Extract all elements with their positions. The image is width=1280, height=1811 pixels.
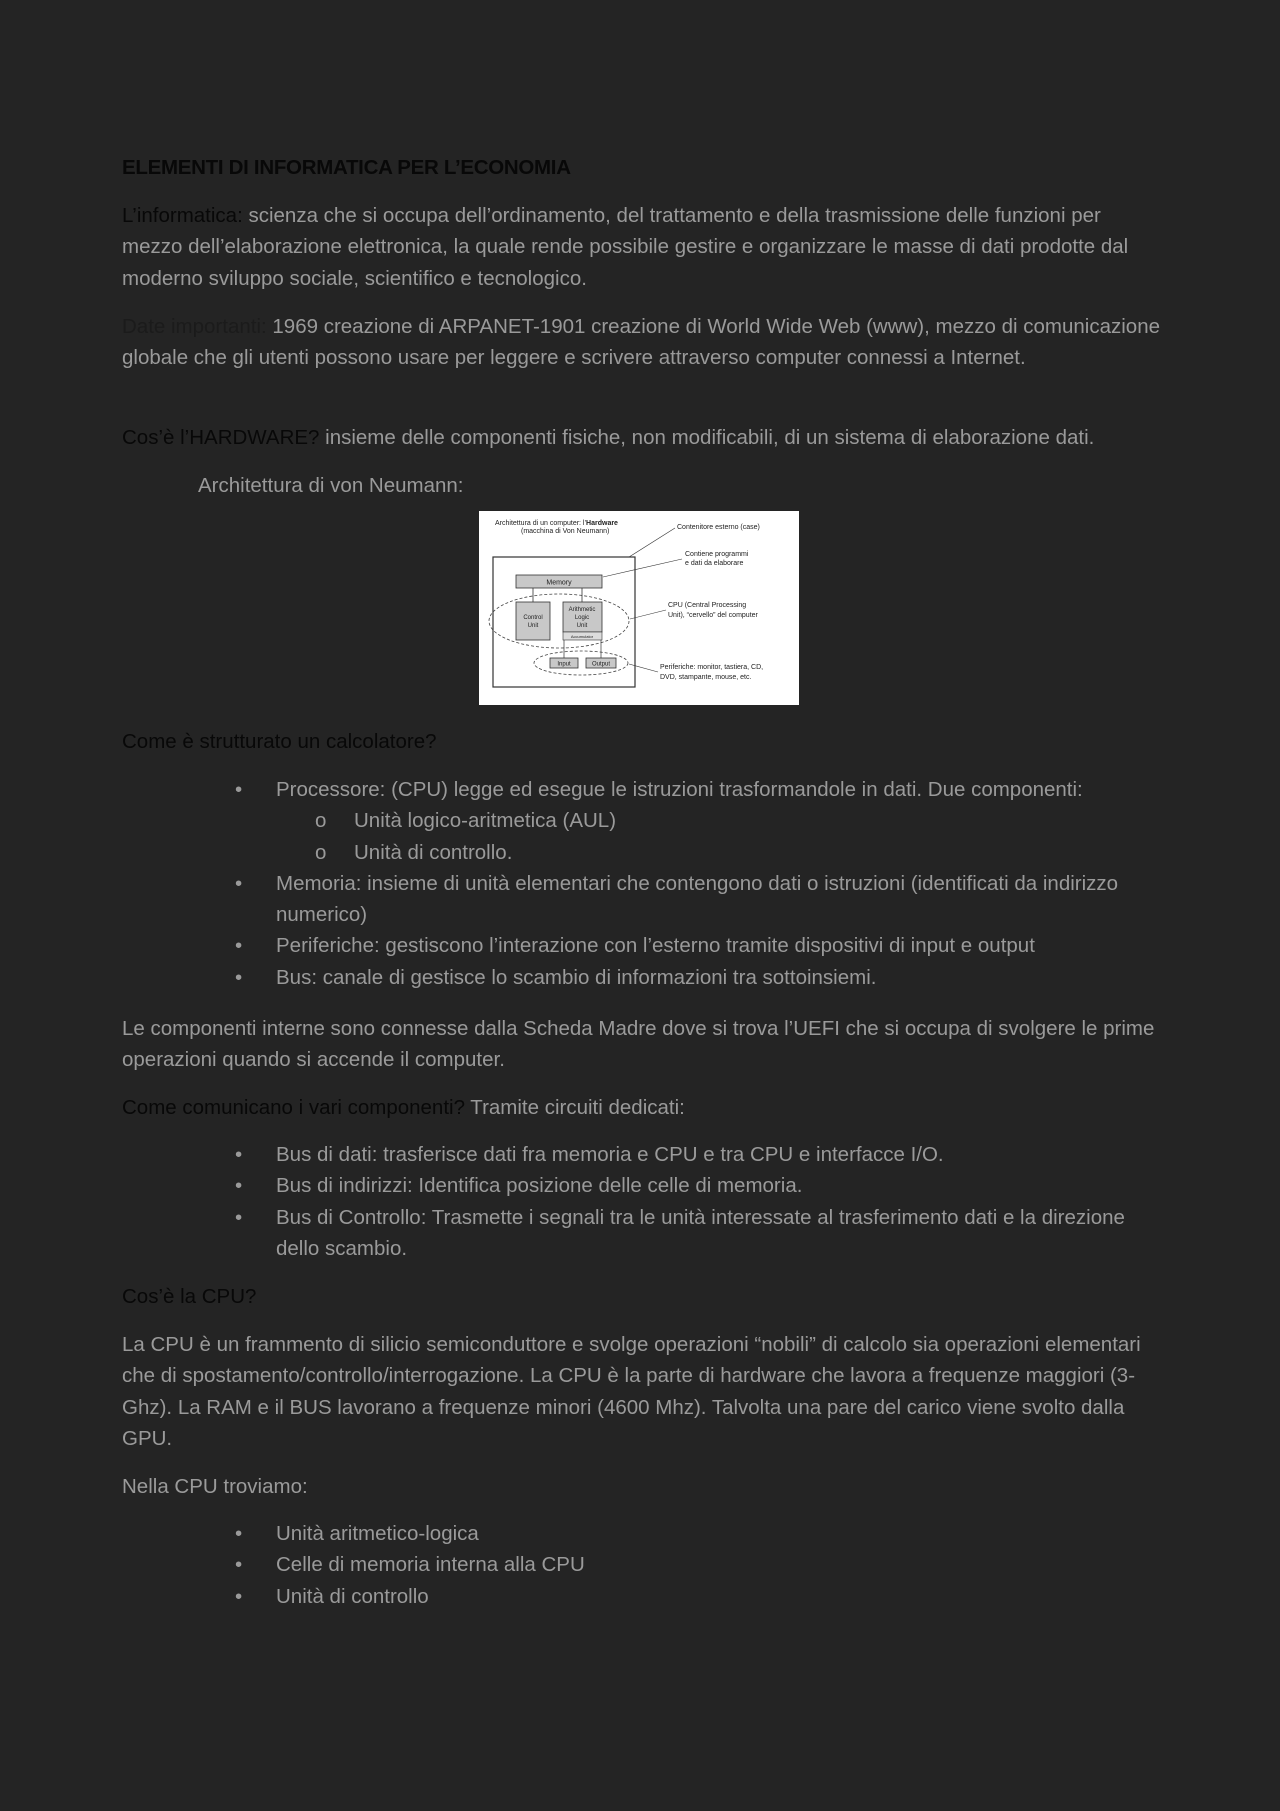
- alu-label-2: Logic: [574, 615, 590, 621]
- list-item: • Celle di memoria interna alla CPU: [122, 1549, 1162, 1580]
- alu-label-1: Arithmetic: [568, 607, 596, 613]
- list-item: • Processore: (CPU) legge ed esegue le istruzioni trasformandole in dati. Due componenti: o Unità logico-aritmetica (AUL) o Unità di controllo.: [122, 774, 1162, 868]
- list-components: [122, 774, 1162, 993]
- cpu-ellipse: [489, 594, 629, 648]
- diagram-title: Architettura di un computer: l’Hardware: [495, 520, 618, 527]
- sublist-item: o Unità logico-aritmetica (AUL): [276, 805, 1162, 836]
- heading-cpu: Cos’è la CPU?: [122, 1285, 257, 1308]
- paragraph-nella-cpu: Nella CPU troviamo:: [122, 1475, 308, 1498]
- label-case: Contenitore esterno (case): [677, 524, 760, 531]
- list-item: • Bus di Controllo: Trasmette i segnali tra le unità interessate al trasferimento dati e la direzione dello scambio.: [122, 1202, 1162, 1265]
- list-item: • Memoria: insieme di unità elementari che contengono dati o istruzioni (identificati da indirizzo numerico): [122, 868, 1162, 931]
- term-date-importanti: Date importanti:: [122, 315, 267, 338]
- term-hardware: Cos’è l’HARDWARE?: [122, 426, 320, 449]
- control-unit-box: [516, 602, 550, 640]
- label-cpu-1: CPU (Central Processing: [668, 602, 747, 609]
- heading-calcolatore: Come è strutturato un calcolatore?: [122, 730, 437, 753]
- paragraph-comunicano: [122, 1092, 1162, 1123]
- diagram-subtitle: (macchina di Von Neumann): [521, 528, 610, 535]
- paragraph-text: scienza che si occupa dell’ordinamento, del trattamento e della trasmissione delle funzioni per mezzo dell’elaborazione elettronica, la quale rende possibile gestire e organizzare le masse di dati prodotte dal moderno sviluppo sociale, scientifico e tecnologico.: [122, 204, 1129, 290]
- pointer-line: [603, 559, 682, 577]
- label-peripherals-2: DVD, stampante, mouse, etc.: [660, 674, 752, 681]
- paragraph-text: insieme delle componenti fisiche, non modificabili, di un sistema di elaborazione dati.: [319, 426, 1095, 449]
- paragraph-cpu: La CPU è un frammento di silicio semiconduttore e svolge operazioni “nobili” di calcolo sia operazioni elementari che di spostamento/controllo/interrogazione. La CPU è la parte di hardware che lavora a frequenze maggiori (3-Ghz). La RAM e il BUS lavorano a frequenze minori (4600 Mhz). Talvolta una pare del carico viene svolto dalla GPU.: [122, 1333, 1141, 1450]
- list-item: • Bus di dati: trasferisce dati fra memoria e CPU e tra CPU e interfacce I/O.: [122, 1139, 1162, 1170]
- von-neumann-diagram: [479, 511, 799, 705]
- label-cpu-2: Unit), “cervello” del computer: [668, 612, 758, 619]
- list-item: • Unità di controllo: [122, 1581, 1162, 1612]
- paragraph-date-importanti: [122, 311, 1162, 374]
- list-cpu-parts: [122, 1518, 1162, 1612]
- label-memory-2: e dati da elaborare: [685, 560, 744, 567]
- paragraph-scheda-madre: Le componenti interne sono connesse dalla Scheda Madre dove si trova l’UEFI che si occupa di svolgere le prime operazioni quando si accende il computer.: [122, 1017, 1155, 1072]
- pointer-line: [629, 664, 658, 672]
- list-item: • Periferiche: gestiscono l’interazione con l’esterno tramite dispositivi di input e output: [122, 930, 1162, 961]
- paragraph-text: 1969 creazione di ARPANET-1901 creazione di World Wide Web (www), mezzo di comunicazione globale che gli utenti possono usare per leggere e scrivere attraverso computer connessi a Internet.: [122, 315, 1160, 370]
- list-item: • Bus di indirizzi: Identifica posizione delle celle di memoria.: [122, 1170, 1162, 1201]
- label-memory-1: Contiene programmi: [685, 551, 749, 558]
- list-item: • Unità aritmetico-logica: [122, 1518, 1162, 1549]
- paragraph-informatica: [122, 200, 1162, 294]
- list-bus: [122, 1139, 1162, 1264]
- list-item: • Bus: canale di gestisce lo scambio di informazioni tra sottoinsiemi.: [122, 962, 1162, 993]
- pointer-line: [629, 528, 675, 557]
- memory-label: Memory: [546, 579, 572, 587]
- term-informatica: L’informatica:: [122, 204, 243, 227]
- label-peripherals-1: Periferiche: monitor, tastiera, CD,: [660, 664, 764, 671]
- sublist-item: o Unità di controllo.: [276, 837, 1162, 868]
- control-unit-label-1: Control: [523, 615, 543, 621]
- paragraph-hardware: [122, 422, 1162, 453]
- alu-label-3: Unit: [576, 623, 588, 629]
- input-label: Input: [557, 661, 571, 668]
- term-comunicano: Come comunicano i vari componenti?: [122, 1096, 465, 1119]
- document-title: ELEMENTI DI INFORMATICA PER L’ECONOMIA: [122, 156, 571, 179]
- control-unit-label-2: Unit: [527, 623, 539, 629]
- output-label: Output: [591, 661, 611, 668]
- paragraph-von-neumann: Architettura di von Neumann:: [198, 474, 464, 497]
- sublist-cpu: [276, 805, 1162, 868]
- paragraph-text: Tramite circuiti dedicati:: [464, 1096, 685, 1119]
- accumulator-label: Accumulator: [570, 634, 594, 639]
